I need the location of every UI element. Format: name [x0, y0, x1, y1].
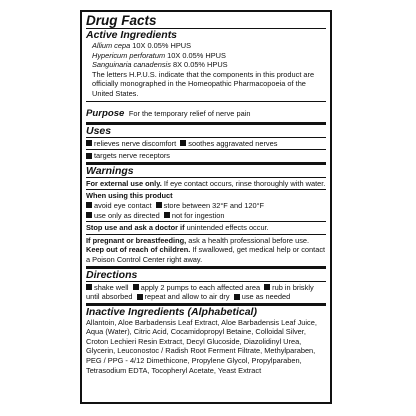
when-item: store between 32°F and 120°F: [163, 200, 265, 210]
when-item: not for ingestion: [171, 210, 225, 220]
bullet-icon: [86, 202, 92, 208]
panel-title: Drug Facts: [86, 13, 157, 28]
ingredient-dose: 8X 0.05% HPUS: [172, 60, 228, 70]
active-ingredient: [86, 41, 326, 51]
bullet-icon: [86, 140, 92, 146]
ingredient-dose: 10X 0.05% HPUS: [132, 41, 192, 50]
uses-list: [86, 138, 326, 151]
ingredient-name: Sanguinaria canadensis: [92, 60, 171, 70]
uses-heading-row: [86, 125, 326, 138]
children-text: If swallowed, get medical help or contact a Poison Control Center right away.: [86, 245, 326, 264]
bullet-icon: [264, 284, 270, 290]
ingredient-dose: 10X 0.05% HPUS: [167, 50, 226, 60]
bullet-icon: [133, 284, 139, 290]
bullet-icon: [86, 153, 92, 159]
bullet-icon: [137, 294, 143, 300]
ingredient-name: Allium cepa: [92, 41, 131, 50]
active-ingredients-section: [86, 29, 326, 102]
external-use-text: If eye contact occurs, rinse thoroughly with water.: [163, 178, 326, 188]
direction-item: rub in briskly until absorbed: [86, 282, 314, 302]
title-section: [86, 12, 326, 29]
direction-item: shake well: [94, 282, 129, 292]
inactive-ingredients-section: [86, 306, 326, 376]
warnings-heading: Warnings: [86, 164, 134, 177]
children-label: Keep out of reach of children.: [86, 245, 191, 255]
pregnancy-label: If pregnant or breastfeeding,: [86, 235, 187, 245]
bullet-icon: [86, 284, 92, 290]
bullet-icon: [234, 294, 240, 300]
inactive-ingredients-text: Allantoin, Aloe Barbadensis Leaf Extract, Aloe Barbadensis Leaf Juice, Aqua (Water), Citric Acid, Cocamidopropyl Betaine, Colloidal Silver, Croton Lechieri Resin Extract, Decyl Glucoside, Diazolidinyl Urea, Glycerin, Leuconostoc / Radish Root Ferment Filtrate, Methylparaben, PEG / PPG - 4/12 Dimethicone, Propylene Glycol, Propylparaben, Tetrasodium EDTA, Tocopheryl Acetate, Yeast Extract: [86, 317, 317, 375]
direction-item: repeat and allow to air dry: [144, 292, 230, 302]
when-item: avoid eye contact: [94, 200, 152, 210]
bullet-icon: [180, 140, 186, 146]
purpose-heading: Purpose: [86, 107, 125, 119]
active-ingredient: [86, 60, 326, 70]
use-item: soothes aggravated nerves: [188, 138, 278, 148]
purpose-section: [86, 102, 326, 125]
active-ingredient: [86, 51, 326, 61]
ingredient-name: Hypericum perforatum: [92, 50, 166, 60]
stop-use-label: Stop use and ask a doctor if: [86, 223, 185, 233]
use-item: targets nerve receptors: [94, 151, 170, 161]
inactive-ingredients-heading: Inactive Ingredients (Alphabetical): [86, 305, 257, 318]
bullet-icon: [164, 212, 170, 218]
use-item: relieves nerve discomfort: [94, 138, 177, 148]
when-using-items-row: [86, 211, 326, 221]
uses-heading: Uses: [86, 124, 112, 137]
pregnancy-children-section: [86, 235, 326, 269]
active-ingredients-heading: Active Ingredients: [86, 29, 178, 41]
directions-heading-row: [86, 269, 326, 282]
when-using-items-row: [86, 201, 326, 211]
when-using-heading: When using this product: [86, 191, 173, 201]
drug-facts-panel: [80, 10, 332, 404]
hpus-note: The letters H.P.U.S. indicate that the components in this product are officially monographed in the Homeopathic Pharmacopoeia of the United States.: [92, 69, 315, 98]
stop-use-section: [86, 222, 326, 235]
stop-use-text: unintended effects occur.: [186, 223, 269, 233]
external-use-warning: [86, 178, 326, 191]
warnings-heading-row: [86, 165, 326, 178]
bullet-icon: [86, 212, 92, 218]
pregnancy-text: ask a health professional before use.: [188, 235, 310, 245]
when-using-section: [86, 190, 326, 222]
external-use-label: For external use only.: [86, 178, 162, 188]
directions-list: [86, 282, 326, 306]
uses-list-2: [86, 150, 326, 165]
bullet-icon: [156, 202, 162, 208]
when-item: use only as directed: [94, 210, 160, 220]
direction-item: use as needed: [241, 292, 291, 302]
purpose-text: For the temporary relief of nerve pain: [128, 108, 251, 118]
direction-item: apply 2 pumps to each affected area: [140, 282, 261, 292]
directions-heading: Directions: [86, 268, 138, 281]
